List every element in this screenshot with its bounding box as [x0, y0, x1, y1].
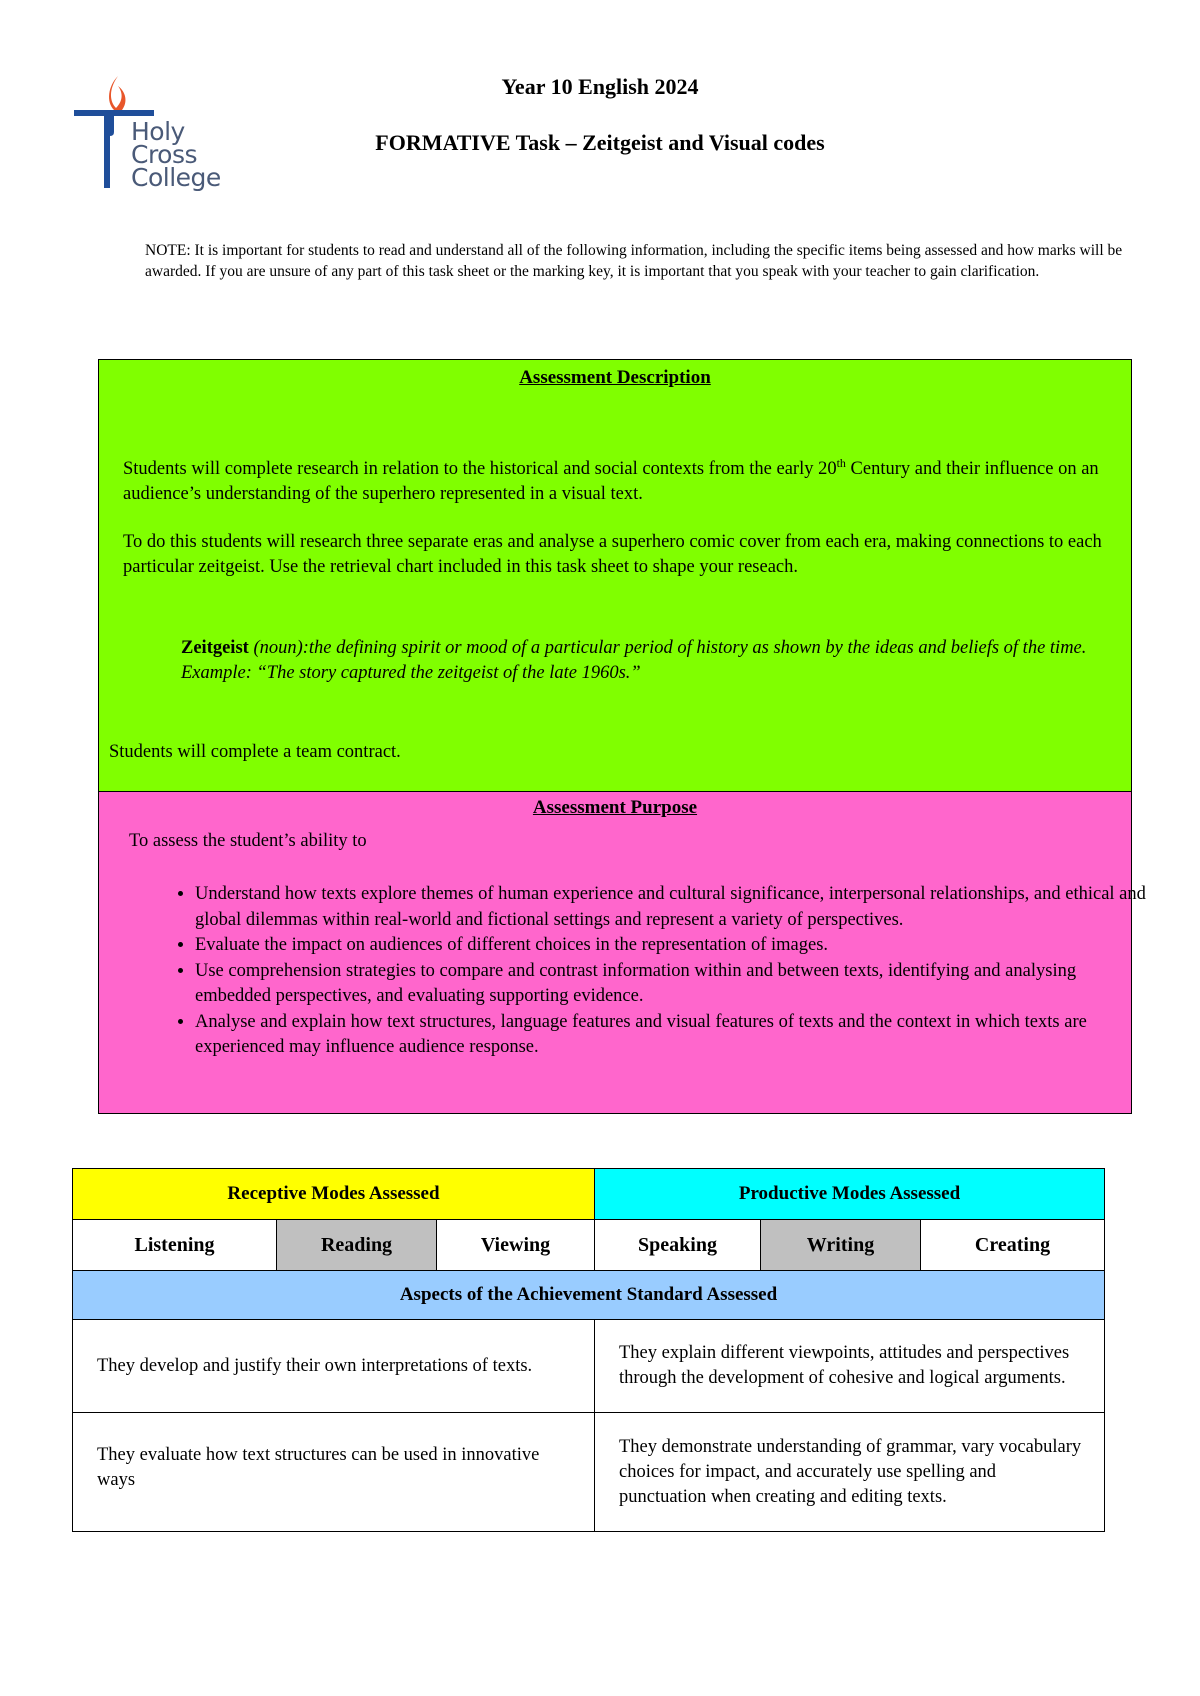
description-p1-end: Century and their influence on an audience’s understanding of the superhero represented in a visual text. — [123, 459, 1099, 505]
purpose-list — [155, 882, 1155, 1061]
logo-word-2: Cross — [131, 140, 198, 169]
purpose-item: • Understand how texts explore themes of human experience and cultural significance, interpersonal relationships, and ethical and global dilemmas within real-world and fictional settings and represent a variety of perspectives. — [195, 882, 1155, 933]
mode-listening: Listening — [73, 1220, 277, 1271]
zeitgeist-term: Zeitgeist — [181, 638, 249, 658]
assessment-purpose-heading: Assessment Purpose — [532, 797, 698, 818]
mode-creating: Creating — [921, 1220, 1105, 1271]
page-title: Year 10 English 2024 — [501, 74, 699, 99]
description-p1-start: Students will complete research in relation to the historical and social contexts from the early 20 — [123, 459, 837, 480]
zeitgeist-definition — [181, 636, 1111, 686]
logo-wordmark — [131, 117, 221, 192]
page-subtitle: FORMATIVE Task – Zeitgeist and Visual codes — [375, 130, 825, 155]
assessment-description-heading: Assessment Description — [519, 367, 711, 388]
mode-reading: Reading — [277, 1220, 437, 1271]
mode-viewing: Viewing — [437, 1220, 595, 1271]
zeitgeist-meaning: (noun):the defining spirit or mood of a particular period of history as shown by the ideas and beliefs of the time. — [248, 638, 1087, 658]
purpose-intro: To assess the student’s ability to — [129, 831, 367, 851]
standard-cell — [595, 1320, 1105, 1413]
description-p1-superscript: th — [836, 456, 846, 470]
standard-text: They evaluate how text structures can be used in innovative ways — [97, 1445, 540, 1490]
zeitgeist-example: Example: “The story captured the zeitgeist of the late 1960s.” — [181, 663, 641, 683]
productive-modes-heading: Productive Modes Assessed — [595, 1169, 1105, 1220]
aspects-heading: Aspects of the Achievement Standard Assessed — [73, 1271, 1105, 1320]
receptive-modes-heading: Receptive Modes Assessed — [73, 1169, 595, 1220]
assessment-purpose-box — [98, 791, 1146, 1114]
standard-text: They explain different viewpoints, attitudes and perspectives through the development of cohesive and logical arguments. — [619, 1343, 1070, 1388]
description-paragraph-4: Students will complete a team contract. — [109, 742, 401, 762]
modes-table — [72, 1168, 1105, 1532]
purpose-item: • Analyse and explain how text structures, language features and visual features of texts and the context in which texts are experienced may influence audience response. — [195, 1010, 1155, 1061]
standard-cell — [595, 1413, 1105, 1532]
purpose-item: • Evaluate the impact on audiences of different choices in the representation of images. — [195, 933, 1155, 959]
description-paragraph-2: To do this students will research three separate eras and analyse a superhero comic cover from each era, making connections to each particular zeitgeist. Use the retrieval chart included in this task sheet to shape your reseach. — [123, 532, 1102, 577]
mode-speaking: Speaking — [595, 1220, 761, 1271]
mode-writing: Writing — [761, 1220, 921, 1271]
standard-cell — [73, 1413, 595, 1532]
note-text: NOTE: It is important for students to read and understand all of the following information, including the specific items being assessed and how marks will be awarded. If you are unsure of any part of this task sheet or the marking key, it is important that you speak with your teacher to gain clarification. — [145, 242, 1123, 280]
flame-icon — [109, 76, 125, 110]
standard-text: They develop and justify their own interpretations of texts. — [97, 1355, 533, 1376]
assessment-description-box — [98, 359, 1132, 792]
description-paragraph-1 — [123, 451, 1123, 507]
logo-word-3: College — [131, 163, 221, 192]
standard-text: They demonstrate understanding of grammar, vary vocabulary choices for impact, and accurately use spelling and punctuation when creating and editing texts. — [619, 1436, 1082, 1507]
purpose-item: • Use comprehension strategies to compare and contrast information within and between texts, identifying and analysing embedded perspectives, and evaluating supporting evidence. — [195, 959, 1155, 1010]
standard-cell — [73, 1320, 595, 1413]
logo-word-1: Holy — [131, 117, 185, 146]
